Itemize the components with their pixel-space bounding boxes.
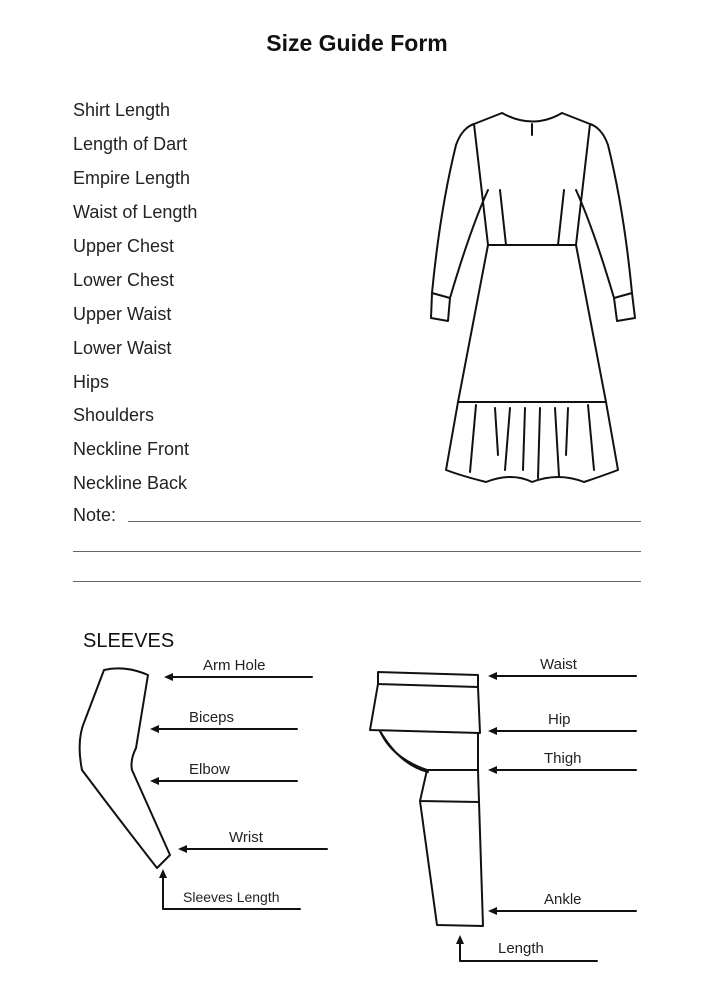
measurement-lower-waist: Lower Waist [73, 338, 172, 358]
label-elbow: Elbow [189, 761, 230, 778]
note-label: Note: [73, 505, 117, 525]
measurement-neckline-front: Neckline Front [73, 439, 190, 459]
label-ankle: Ankle [544, 891, 582, 908]
arrowhead-icon [150, 725, 159, 733]
label-hip: Hip [548, 711, 571, 728]
measurement-empire-length: Empire Length [73, 168, 191, 188]
measurement-shoulders: Shoulders [73, 405, 155, 425]
pants-illustration [370, 672, 483, 926]
label-waist: Waist [540, 656, 577, 673]
measurement-waist-of-length: Waist of Length [73, 202, 198, 222]
dress-illustration [431, 113, 635, 482]
label-length: Length [498, 940, 544, 957]
label-arm-hole: Arm Hole [203, 657, 266, 674]
measurement-neckline-back: Neckline Back [73, 473, 188, 493]
page-title: Size Guide Form [266, 30, 448, 56]
arrowhead-icon [488, 672, 497, 680]
arrowhead-icon [164, 673, 173, 681]
label-biceps: Biceps [189, 709, 235, 726]
arrowhead-icon [488, 907, 497, 915]
label-wrist: Wrist [229, 829, 263, 846]
arrowhead-icon [159, 869, 167, 878]
arrowhead-icon [456, 935, 464, 944]
measurement-shirt-length: Shirt Length [73, 100, 171, 120]
sleeves-heading: SLEEVES [83, 630, 175, 652]
arrowhead-icon [178, 845, 187, 853]
measurement-hips: Hips [73, 372, 110, 392]
measurement-lower-chest: Lower Chest [73, 270, 175, 290]
arrowhead-icon [488, 727, 497, 735]
measurement-upper-waist: Upper Waist [73, 304, 172, 324]
arrowhead-icon [488, 766, 497, 774]
sleeve-illustration [80, 668, 170, 868]
arrowhead-icon [150, 777, 159, 785]
label-sleeves-length: Sleeves Length [183, 889, 280, 905]
measurement-length-of-dart: Length of Dart [73, 134, 188, 154]
label-thigh: Thigh [544, 750, 582, 767]
measurement-upper-chest: Upper Chest [73, 236, 175, 256]
